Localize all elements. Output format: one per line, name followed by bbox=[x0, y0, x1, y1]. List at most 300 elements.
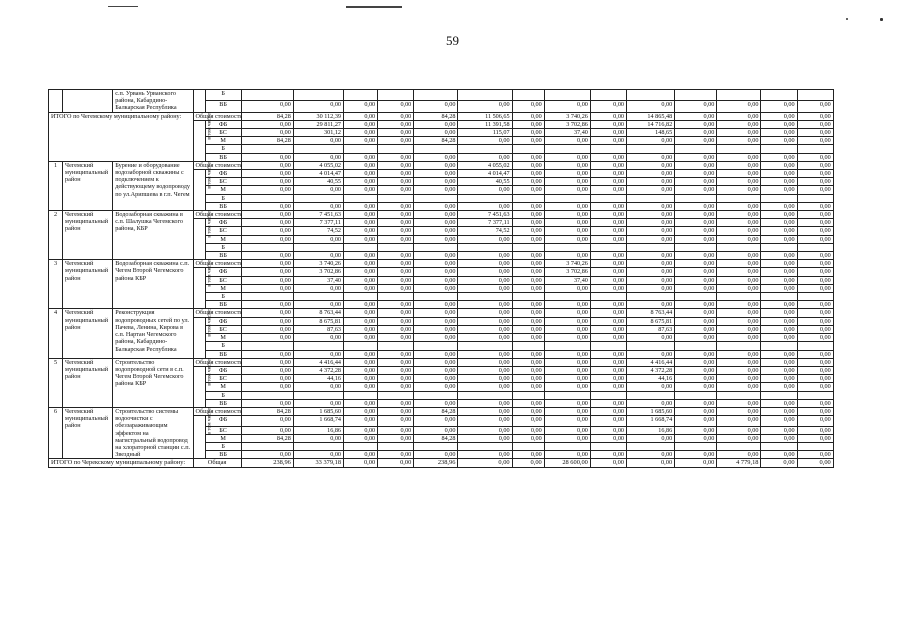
value-cell: 0,00 bbox=[344, 366, 378, 374]
value-cell: 0,00 bbox=[590, 170, 626, 178]
value-cell: 0,00 bbox=[797, 434, 833, 442]
value-cell: 0,00 bbox=[590, 260, 626, 268]
table-row bbox=[49, 112, 866, 120]
value-cell: 0,00 bbox=[675, 426, 717, 434]
value-cell: 0,00 bbox=[241, 426, 293, 434]
category-cell: М bbox=[205, 137, 241, 145]
category-cell: ВБ bbox=[205, 202, 241, 210]
value-cell: 0,00 bbox=[241, 227, 293, 235]
value-cell: 0,00 bbox=[675, 416, 717, 426]
value-cell: 0,00 bbox=[761, 399, 797, 407]
value-cell: 0,00 bbox=[590, 178, 626, 186]
value-cell: 0,00 bbox=[797, 451, 833, 459]
value-cell: 0,00 bbox=[414, 426, 458, 434]
value-cell: 0,00 bbox=[544, 451, 590, 459]
value-cell: 0,00 bbox=[458, 366, 512, 374]
value-cell: 0,00 bbox=[414, 325, 458, 333]
value-cell bbox=[512, 145, 544, 153]
value-cell: 0,00 bbox=[544, 350, 590, 358]
category-cell: М bbox=[205, 284, 241, 292]
value-cell: 0,00 bbox=[458, 317, 512, 325]
table-row bbox=[49, 459, 866, 467]
category-cell: ВБ bbox=[205, 252, 241, 260]
value-cell: 0,00 bbox=[344, 211, 378, 219]
value-cell: 0,00 bbox=[675, 325, 717, 333]
value-cell: 28 600,00 bbox=[544, 459, 590, 467]
value-cell bbox=[458, 194, 512, 202]
value-cell: 0,00 bbox=[414, 227, 458, 235]
value-cell bbox=[544, 145, 590, 153]
value-cell: 0,00 bbox=[414, 416, 458, 426]
value-cell: 115,07 bbox=[458, 129, 512, 137]
value-cell bbox=[414, 145, 458, 153]
object-name: Строительство водопроводной сети в с.п. Чегем Второй Чегемского района КБР bbox=[113, 358, 193, 407]
value-cell: 0,00 bbox=[344, 434, 378, 442]
value-cell: 0,00 bbox=[414, 101, 458, 112]
value-cell: 0,00 bbox=[590, 186, 626, 194]
value-cell: 0,00 bbox=[344, 350, 378, 358]
value-cell bbox=[590, 391, 626, 399]
value-cell: 0,00 bbox=[544, 161, 590, 169]
value-cell bbox=[414, 391, 458, 399]
category-cell: Б bbox=[205, 342, 241, 350]
value-cell: 0,00 bbox=[627, 459, 675, 467]
value-cell: 0,00 bbox=[458, 186, 512, 194]
value-cell: 0,00 bbox=[627, 284, 675, 292]
category-cell: БС bbox=[205, 276, 241, 284]
value-cell bbox=[797, 391, 833, 399]
value-cell: 0,00 bbox=[797, 350, 833, 358]
value-cell: 0,00 bbox=[761, 459, 797, 467]
value-cell: 4 372,28 bbox=[293, 366, 343, 374]
value-cell: 0,00 bbox=[590, 301, 626, 309]
value-cell: 0,00 bbox=[458, 358, 512, 366]
value-cell bbox=[717, 145, 761, 153]
category-cell: М bbox=[205, 434, 241, 442]
value-cell: 0,00 bbox=[414, 350, 458, 358]
value-cell: 0,00 bbox=[717, 211, 761, 219]
value-cell: 0,00 bbox=[675, 284, 717, 292]
value-cell bbox=[241, 342, 293, 350]
value-cell bbox=[458, 442, 512, 450]
value-cell: 0,00 bbox=[241, 350, 293, 358]
value-cell: 0,00 bbox=[675, 161, 717, 169]
value-cell: 0,00 bbox=[544, 153, 590, 161]
value-cell: 0,00 bbox=[512, 178, 544, 186]
value-cell: 8 675,81 bbox=[293, 317, 343, 325]
value-cell: 0,00 bbox=[458, 459, 512, 467]
table-row bbox=[49, 309, 866, 317]
value-cell: 0,00 bbox=[544, 407, 590, 415]
value-cell bbox=[344, 243, 378, 251]
value-cell: 0,00 bbox=[512, 170, 544, 178]
value-cell: 0,00 bbox=[241, 268, 293, 276]
value-cell: 4 014,47 bbox=[293, 170, 343, 178]
value-cell: 0,00 bbox=[378, 219, 414, 227]
district-name: Чегемский муниципальный район bbox=[63, 260, 113, 309]
value-cell: 0,00 bbox=[590, 129, 626, 137]
value-cell: 0,00 bbox=[378, 153, 414, 161]
category-cell: Б bbox=[205, 145, 241, 153]
value-cell: 0,00 bbox=[241, 120, 293, 128]
value-cell bbox=[344, 145, 378, 153]
table-row bbox=[49, 211, 866, 219]
value-cell: 0,00 bbox=[761, 366, 797, 374]
value-cell: 0,00 bbox=[590, 325, 626, 333]
value-cell: 0,00 bbox=[512, 334, 544, 342]
value-cell: 0,00 bbox=[512, 202, 544, 210]
value-cell: 0,00 bbox=[344, 112, 378, 120]
value-cell: 0,00 bbox=[590, 276, 626, 284]
value-cell: 0,00 bbox=[512, 235, 544, 243]
value-cell: 0,00 bbox=[627, 202, 675, 210]
value-cell bbox=[241, 194, 293, 202]
value-cell: 0,00 bbox=[458, 375, 512, 383]
value-cell: 238,96 bbox=[241, 459, 293, 467]
value-cell: 0,00 bbox=[241, 451, 293, 459]
value-cell bbox=[512, 442, 544, 450]
value-cell bbox=[675, 145, 717, 153]
value-cell: 0,00 bbox=[797, 252, 833, 260]
object-name: Реконструкция водопроводных сетей по ул. Пачева, Ленина, Кирова в с.п. Нартан Чегемского района, Кабардино-Балкарская Республика bbox=[113, 309, 193, 358]
value-cell bbox=[378, 145, 414, 153]
in-total-label-text: в том числе: bbox=[205, 209, 212, 238]
value-cell bbox=[544, 391, 590, 399]
value-cell bbox=[293, 442, 343, 450]
value-cell: 0,00 bbox=[761, 407, 797, 415]
value-cell bbox=[414, 293, 458, 301]
value-cell: 0,00 bbox=[378, 309, 414, 317]
value-cell: 0,00 bbox=[675, 178, 717, 186]
value-cell: 0,00 bbox=[293, 399, 343, 407]
value-cell: 87,63 bbox=[293, 325, 343, 333]
value-cell: 0,00 bbox=[627, 260, 675, 268]
value-cell bbox=[293, 194, 343, 202]
value-cell: 0,00 bbox=[512, 375, 544, 383]
value-cell: 0,00 bbox=[414, 284, 458, 292]
value-cell: 0,00 bbox=[414, 186, 458, 194]
value-cell: 0,00 bbox=[627, 434, 675, 442]
category-cell: ФБ bbox=[205, 219, 241, 227]
value-cell: 84,28 bbox=[241, 112, 293, 120]
value-cell: 0,00 bbox=[590, 227, 626, 235]
in-total-label bbox=[193, 259, 212, 309]
value-cell bbox=[512, 391, 544, 399]
value-cell: 0,00 bbox=[761, 276, 797, 284]
district-name: Чегемский муниципальный район bbox=[63, 309, 113, 358]
value-cell: 0,00 bbox=[241, 325, 293, 333]
value-cell: 0,00 bbox=[414, 252, 458, 260]
value-cell: 0,00 bbox=[344, 399, 378, 407]
object-name: Строительство системы водоочистки с обеззараживающим эффектом на магистральный водопровод на хлораторной станции с.п. Звездный bbox=[113, 407, 193, 458]
entry-number: 3 bbox=[49, 260, 63, 309]
value-cell: 0,00 bbox=[675, 137, 717, 145]
category-cell: ФБ bbox=[205, 366, 241, 374]
value-cell: 0,00 bbox=[717, 219, 761, 227]
value-cell: 0,00 bbox=[241, 366, 293, 374]
value-cell: 0,00 bbox=[627, 350, 675, 358]
value-cell: 0,00 bbox=[797, 399, 833, 407]
value-cell: 0,00 bbox=[717, 383, 761, 391]
value-cell: 0,00 bbox=[414, 375, 458, 383]
value-cell: 8 763,44 bbox=[627, 309, 675, 317]
value-cell: 0,00 bbox=[675, 129, 717, 137]
value-cell: 0,00 bbox=[414, 235, 458, 243]
value-cell bbox=[761, 90, 797, 101]
value-cell: 0,00 bbox=[241, 202, 293, 210]
value-cell: 0,00 bbox=[797, 407, 833, 415]
value-cell: 0,00 bbox=[717, 434, 761, 442]
value-cell: 0,00 bbox=[590, 383, 626, 391]
value-cell: 8 763,44 bbox=[293, 309, 343, 317]
value-cell: 0,00 bbox=[797, 416, 833, 426]
category-cell: М bbox=[205, 235, 241, 243]
value-cell: 0,00 bbox=[458, 334, 512, 342]
value-cell: 0,00 bbox=[458, 235, 512, 243]
value-cell: 0,00 bbox=[717, 276, 761, 284]
value-cell: 0,00 bbox=[590, 334, 626, 342]
value-cell: 0,00 bbox=[797, 137, 833, 145]
value-cell: 0,00 bbox=[458, 252, 512, 260]
value-cell: 4 055,02 bbox=[458, 161, 512, 169]
value-cell: 1 685,60 bbox=[627, 407, 675, 415]
value-cell: 0,00 bbox=[512, 426, 544, 434]
value-cell: 0,00 bbox=[344, 383, 378, 391]
value-cell: 0,00 bbox=[627, 399, 675, 407]
value-cell: 0,00 bbox=[627, 227, 675, 235]
value-cell: 0,00 bbox=[761, 129, 797, 137]
value-cell: 0,00 bbox=[675, 276, 717, 284]
value-cell bbox=[627, 391, 675, 399]
value-cell bbox=[627, 90, 675, 101]
category-cell: М bbox=[205, 334, 241, 342]
value-cell: 0,00 bbox=[675, 309, 717, 317]
value-cell: 0,00 bbox=[378, 101, 414, 112]
category-cell: БС bbox=[205, 426, 241, 434]
value-cell: 0,00 bbox=[675, 260, 717, 268]
value-cell: 0,00 bbox=[344, 284, 378, 292]
value-cell: 0,00 bbox=[241, 309, 293, 317]
value-cell: 0,00 bbox=[717, 325, 761, 333]
value-cell bbox=[241, 293, 293, 301]
value-cell bbox=[241, 145, 293, 153]
value-cell: 0,00 bbox=[241, 383, 293, 391]
value-cell: 0,00 bbox=[414, 129, 458, 137]
value-cell: 0,00 bbox=[590, 451, 626, 459]
value-cell: 11 391,58 bbox=[458, 120, 512, 128]
value-cell bbox=[414, 342, 458, 350]
value-cell: 0,00 bbox=[241, 375, 293, 383]
value-cell: 0,00 bbox=[512, 399, 544, 407]
category-cell: ВБ bbox=[205, 399, 241, 407]
value-cell: 0,00 bbox=[241, 399, 293, 407]
value-cell bbox=[797, 90, 833, 101]
value-cell bbox=[627, 442, 675, 450]
value-cell: 0,00 bbox=[378, 407, 414, 415]
value-cell: 0,00 bbox=[378, 434, 414, 442]
category-cell: Общая стоимость bbox=[193, 407, 241, 415]
value-cell: 0,00 bbox=[717, 129, 761, 137]
value-cell: 0,00 bbox=[512, 227, 544, 235]
value-cell: 0,00 bbox=[761, 434, 797, 442]
category-cell: ВБ bbox=[205, 153, 241, 161]
value-cell: 0,00 bbox=[717, 137, 761, 145]
category-cell: БС bbox=[205, 325, 241, 333]
in-total-label-text: в том числе: bbox=[205, 357, 212, 386]
value-cell: 0,00 bbox=[675, 366, 717, 374]
value-cell: 0,00 bbox=[797, 120, 833, 128]
value-cell: 0,00 bbox=[378, 170, 414, 178]
value-cell: 0,00 bbox=[414, 399, 458, 407]
value-cell: 0,00 bbox=[761, 227, 797, 235]
value-cell: 0,00 bbox=[378, 235, 414, 243]
district-name: Чегемский муниципальный район bbox=[63, 358, 113, 407]
value-cell: 0,00 bbox=[458, 350, 512, 358]
value-cell: 0,00 bbox=[414, 358, 458, 366]
value-cell: 0,00 bbox=[344, 235, 378, 243]
value-cell: 0,00 bbox=[675, 268, 717, 276]
in-total-label bbox=[193, 209, 212, 260]
value-cell: 0,00 bbox=[544, 434, 590, 442]
value-cell bbox=[627, 194, 675, 202]
value-cell bbox=[717, 194, 761, 202]
value-cell bbox=[458, 342, 512, 350]
value-cell: 0,00 bbox=[627, 153, 675, 161]
value-cell: 0,00 bbox=[414, 219, 458, 227]
value-cell: 0,00 bbox=[378, 301, 414, 309]
value-cell: 0,00 bbox=[344, 129, 378, 137]
value-cell bbox=[797, 243, 833, 251]
value-cell bbox=[458, 243, 512, 251]
value-cell: 0,00 bbox=[512, 350, 544, 358]
value-cell: 0,00 bbox=[512, 211, 544, 219]
value-cell: 0,00 bbox=[512, 434, 544, 442]
value-cell: 0,00 bbox=[675, 317, 717, 325]
entry-number: 2 bbox=[49, 211, 63, 260]
value-cell bbox=[761, 293, 797, 301]
value-cell: 0,00 bbox=[414, 317, 458, 325]
value-cell: 0,00 bbox=[590, 350, 626, 358]
value-cell: 37,40 bbox=[293, 276, 343, 284]
value-cell: 0,00 bbox=[458, 301, 512, 309]
value-cell: 0,00 bbox=[414, 301, 458, 309]
value-cell: 0,00 bbox=[344, 202, 378, 210]
value-cell: 0,00 bbox=[344, 276, 378, 284]
value-cell: 0,00 bbox=[293, 137, 343, 145]
scan-dot bbox=[880, 18, 883, 21]
value-cell: 0,00 bbox=[344, 416, 378, 426]
value-cell: 0,00 bbox=[675, 375, 717, 383]
value-cell: 0,00 bbox=[344, 426, 378, 434]
value-cell: 0,00 bbox=[761, 325, 797, 333]
value-cell bbox=[458, 90, 512, 101]
value-cell: 0,00 bbox=[344, 252, 378, 260]
value-cell bbox=[590, 243, 626, 251]
value-cell: 0,00 bbox=[378, 325, 414, 333]
value-cell: 0,00 bbox=[241, 260, 293, 268]
value-cell: 0,00 bbox=[344, 325, 378, 333]
value-cell: 0,00 bbox=[378, 416, 414, 426]
value-cell: 0,00 bbox=[378, 426, 414, 434]
value-cell: 0,00 bbox=[797, 383, 833, 391]
category-cell: БС bbox=[205, 227, 241, 235]
value-cell: 0,00 bbox=[797, 112, 833, 120]
value-cell: 0,00 bbox=[717, 112, 761, 120]
value-cell: 0,00 bbox=[590, 268, 626, 276]
value-cell bbox=[293, 391, 343, 399]
value-cell: 0,00 bbox=[590, 459, 626, 467]
value-cell: 4 779,18 bbox=[717, 459, 761, 467]
value-cell: 0,00 bbox=[378, 112, 414, 120]
value-cell: 0,00 bbox=[675, 170, 717, 178]
value-cell: 0,00 bbox=[590, 101, 626, 112]
value-cell: 7 451,63 bbox=[293, 211, 343, 219]
value-cell: 0,00 bbox=[344, 186, 378, 194]
value-cell: 0,00 bbox=[717, 284, 761, 292]
category-cell: ВБ bbox=[205, 301, 241, 309]
value-cell: 0,00 bbox=[761, 260, 797, 268]
value-cell: 0,00 bbox=[761, 284, 797, 292]
value-cell: 0,00 bbox=[761, 252, 797, 260]
in-total-label bbox=[193, 308, 212, 358]
value-cell: 0,00 bbox=[797, 325, 833, 333]
value-cell: 0,00 bbox=[293, 434, 343, 442]
value-cell bbox=[590, 145, 626, 153]
value-cell: 0,00 bbox=[675, 451, 717, 459]
value-cell: 0,00 bbox=[378, 459, 414, 467]
value-cell: 11 506,65 bbox=[458, 112, 512, 120]
value-cell: 0,00 bbox=[675, 252, 717, 260]
value-cell: 0,00 bbox=[627, 276, 675, 284]
object-name: Бурение и оборудование водозаборной скважины с подключением к действующему водопроводу по ул.Арипшева в г.п. Чегем bbox=[113, 161, 193, 210]
value-cell: 3 702,86 bbox=[293, 268, 343, 276]
value-cell: 44,16 bbox=[627, 375, 675, 383]
category-cell: Б bbox=[205, 293, 241, 301]
value-cell bbox=[512, 243, 544, 251]
value-cell: 0,00 bbox=[414, 268, 458, 276]
value-cell: 0,00 bbox=[627, 301, 675, 309]
value-cell: 0,00 bbox=[590, 235, 626, 243]
object-name: Водозаборная скважина в с.п. Шалушка Чегемского района, КБР bbox=[113, 211, 193, 260]
value-cell: 0,00 bbox=[590, 399, 626, 407]
value-cell bbox=[675, 90, 717, 101]
value-cell: 0,00 bbox=[544, 334, 590, 342]
value-cell: 0,00 bbox=[797, 178, 833, 186]
value-cell: 0,00 bbox=[378, 260, 414, 268]
value-cell: 0,00 bbox=[797, 375, 833, 383]
value-cell: 0,00 bbox=[344, 317, 378, 325]
value-cell bbox=[797, 293, 833, 301]
value-cell: 301,12 bbox=[293, 129, 343, 137]
value-cell: 0,00 bbox=[458, 153, 512, 161]
value-cell: 4 014,47 bbox=[458, 170, 512, 178]
value-cell: 0,00 bbox=[512, 276, 544, 284]
category-cell: ФБ bbox=[205, 170, 241, 178]
value-cell: 0,00 bbox=[717, 101, 761, 112]
value-cell: 0,00 bbox=[544, 383, 590, 391]
value-cell: 0,00 bbox=[627, 334, 675, 342]
value-cell: 0,00 bbox=[675, 399, 717, 407]
value-cell: 1 668,74 bbox=[293, 416, 343, 426]
category-cell: ФБ bbox=[205, 416, 241, 426]
value-cell: 0,00 bbox=[675, 235, 717, 243]
value-cell bbox=[293, 342, 343, 350]
value-cell: 0,00 bbox=[797, 235, 833, 243]
value-cell bbox=[717, 90, 761, 101]
value-cell: 0,00 bbox=[544, 317, 590, 325]
value-cell bbox=[512, 293, 544, 301]
value-cell: 0,00 bbox=[627, 137, 675, 145]
